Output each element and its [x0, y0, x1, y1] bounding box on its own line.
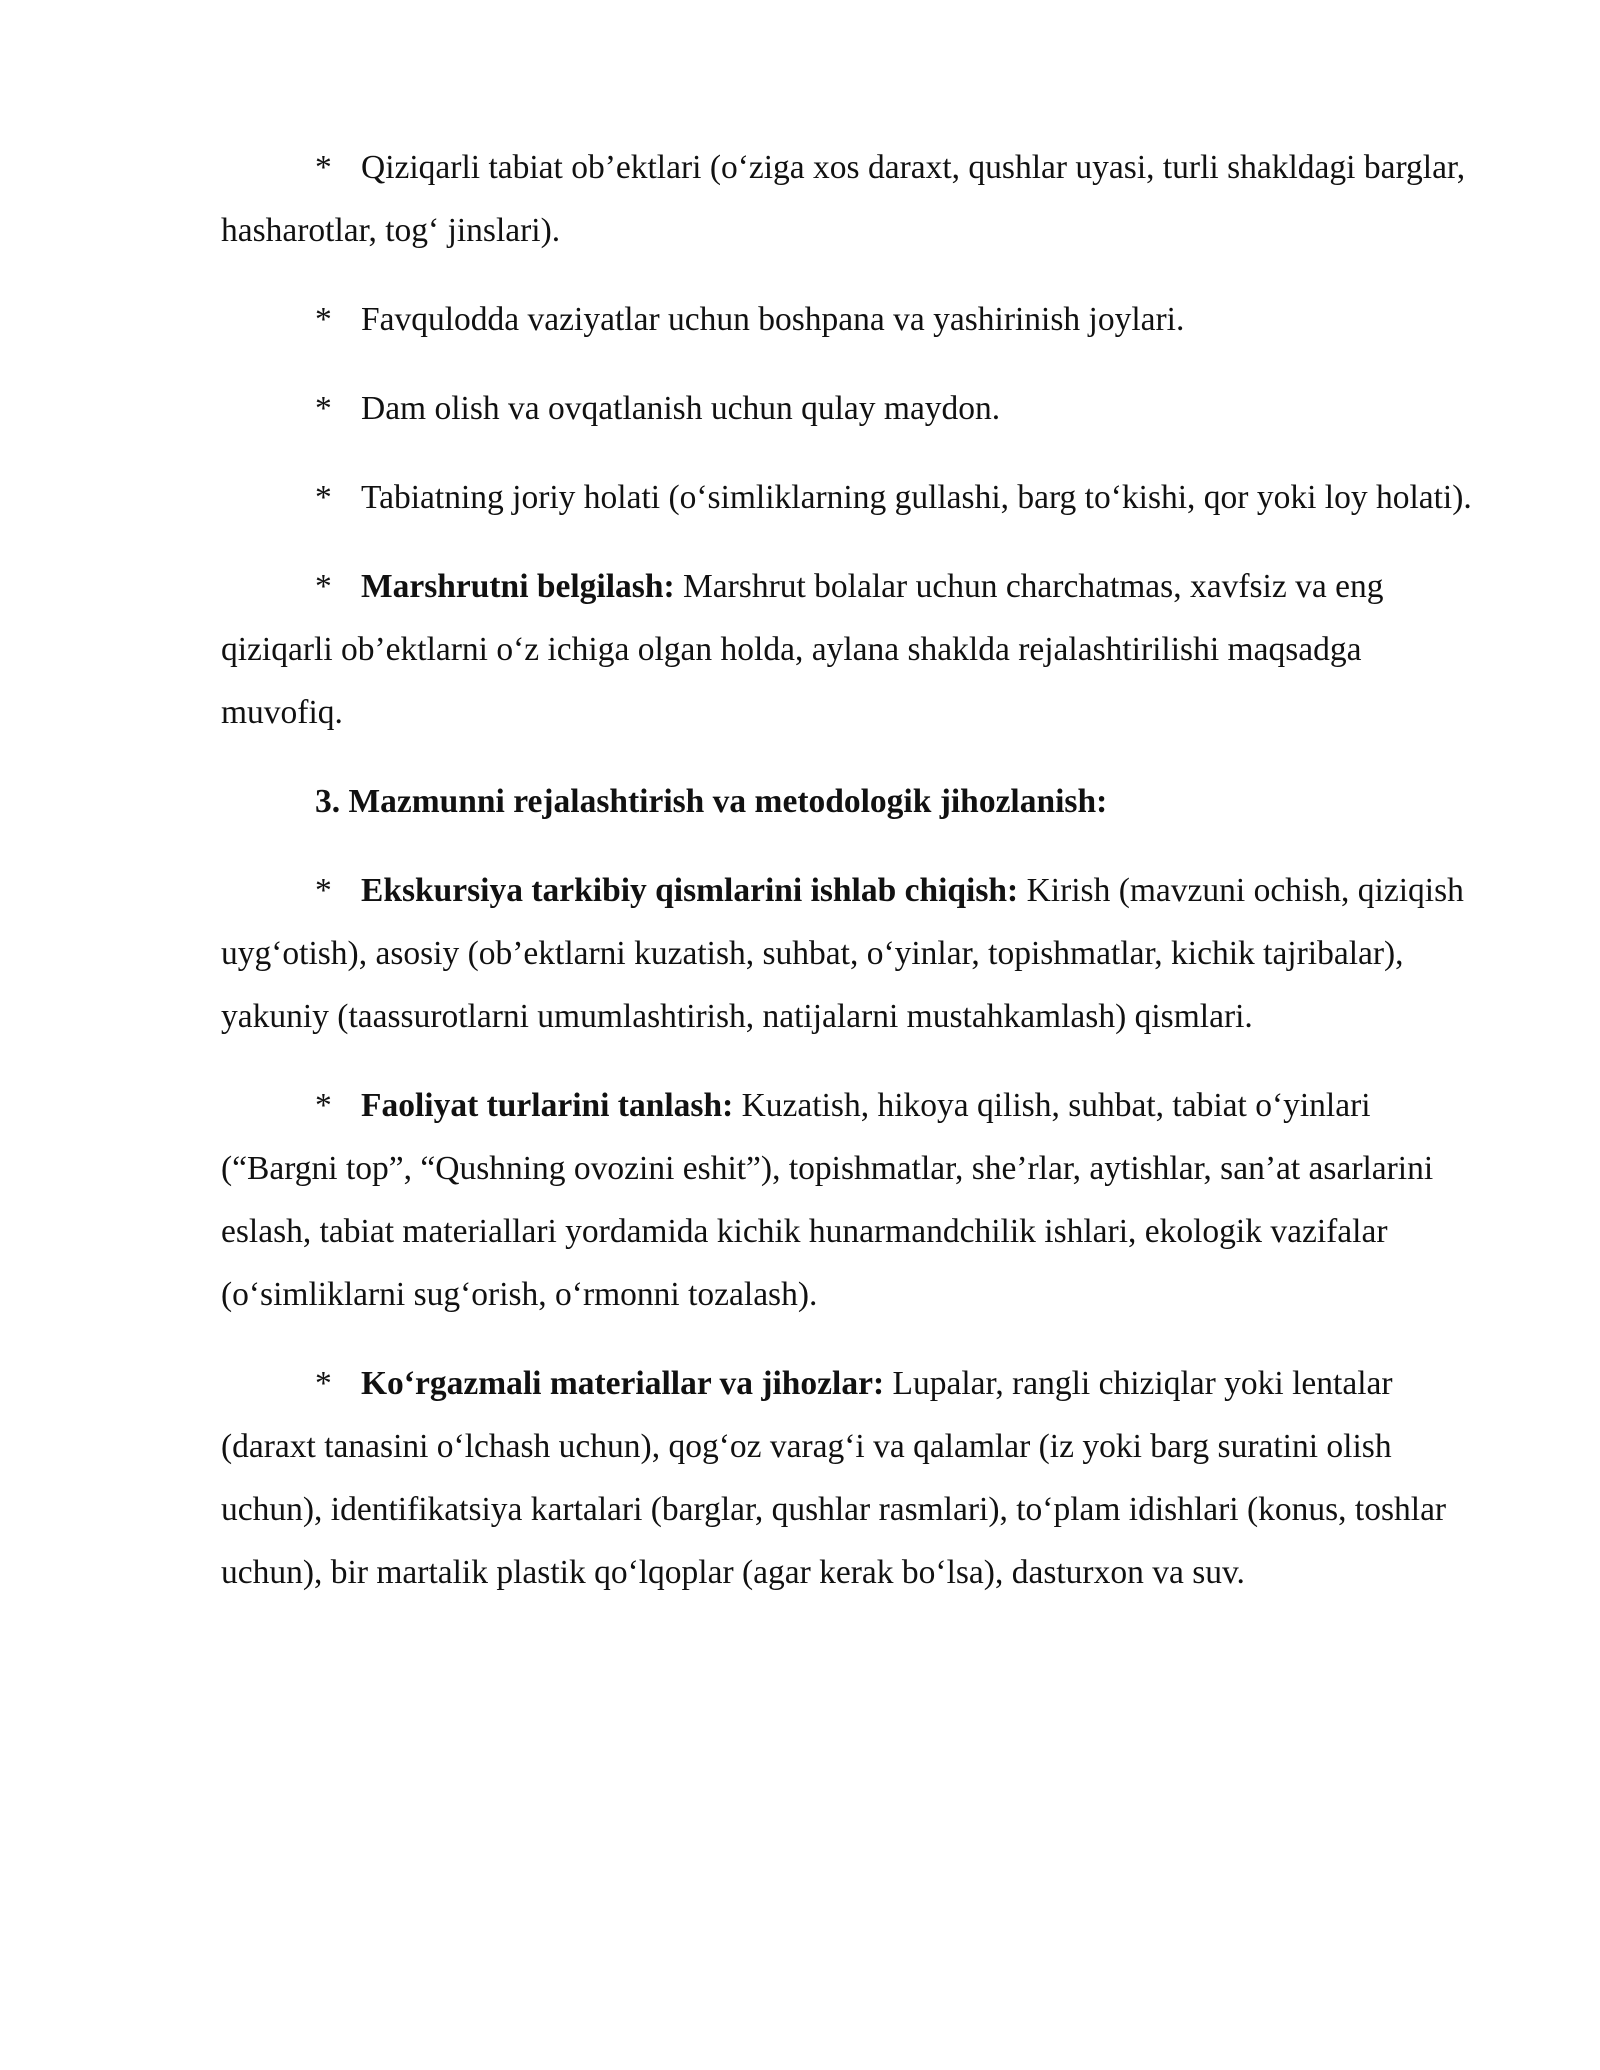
- bullet-paragraph: [221, 859, 1486, 1048]
- document-body: [221, 136, 1486, 1630]
- bullet-paragraph: [221, 136, 1486, 262]
- bullet-marker: *: [315, 301, 332, 338]
- paragraph-text: Favqulodda vaziyatlar uchun boshpana va yashirinish joylari.: [361, 301, 1185, 338]
- bullet-marker: *: [315, 568, 332, 605]
- bullet-paragraph: [221, 1074, 1486, 1326]
- paragraph-text: Dam olish va ovqatlanish uchun qulay maydon.: [361, 390, 1001, 427]
- bullet-marker: *: [315, 1087, 332, 1124]
- paragraph-text: Kirish (mavzuni ochish, qiziqish uyg‘otish), asosiy (ob’ektlarni kuzatish, suhbat, o‘yinlar, topishmatlar, kichik tajribalar), yakuniy (taassurotlarni umumlashtirish, natijalarni mustahkamlash) qismlari.: [221, 872, 1464, 1035]
- bullet-paragraph: [221, 555, 1486, 744]
- bullet-paragraph: [221, 1352, 1486, 1604]
- bullet-paragraph: [221, 377, 1486, 440]
- paragraph-lead: Marshrutni belgilash:: [361, 568, 675, 605]
- paragraph-text: Lupalar, rangli chiziqlar yoki lentalar (daraxt tanasini o‘lchash uchun), qog‘oz varag‘i va qalamlar (iz yoki barg suratini olish uchun), identifikatsiya kartalari (barglar, qushlar rasmlari), to‘plam idishlari (konus, toshlar uchun), bir martalik plastik qo‘lqoplar (agar kerak bo‘lsa), dasturxon va suv.: [221, 1365, 1447, 1591]
- paragraph-text: Tabiatning joriy holati (o‘simliklarning gullashi, barg to‘kishi, qor yoki loy holati).: [361, 479, 1472, 516]
- bullet-marker: *: [315, 149, 332, 186]
- paragraph-text: Marshrut bolalar uchun charchatmas, xavfsiz va eng qiziqarli ob’ektlarni o‘z ichiga olgan holda, aylana shaklda rejalashtirilishi maqsadga muvofiq.: [221, 568, 1384, 731]
- paragraph-text: Qiziqarli tabiat ob’ektlari (o‘ziga xos daraxt, qushlar uyasi, turli shakldagi barglar, hasharotlar, tog‘ jinslari).: [221, 149, 1466, 249]
- paragraph-text: Kuzatish, hikoya qilish, suhbat, tabiat o‘yinlari (“Bargni top”, “Qushning ovozini eshit”), topishmatlar, she’rlar, aytishlar, san’at asarlarini eslash, tabiat materiallari yordamida kichik hunarmandchilik ishlari, ekologik vazifalar (o‘simliklarni sug‘orish, o‘rmonni tozalash).: [221, 1087, 1434, 1313]
- paragraph-lead: Faoliyat turlarini tanlash:: [361, 1087, 734, 1124]
- bullet-marker: *: [315, 1365, 332, 1402]
- paragraph-lead: Ekskursiya tarkibiy qismlarini ishlab chiqish:: [361, 872, 1019, 909]
- section-heading: 3. Mazmunni rejalashtirish va metodologik jihozlanish:: [315, 783, 1108, 820]
- bullet-marker: *: [315, 872, 332, 909]
- bullet-paragraph: [221, 466, 1486, 529]
- bullet-paragraph: [221, 288, 1486, 351]
- bullet-marker: *: [315, 479, 332, 516]
- paragraph-lead: Ko‘rgazmali materiallar va jihozlar:: [361, 1365, 885, 1402]
- bullet-marker: *: [315, 390, 332, 427]
